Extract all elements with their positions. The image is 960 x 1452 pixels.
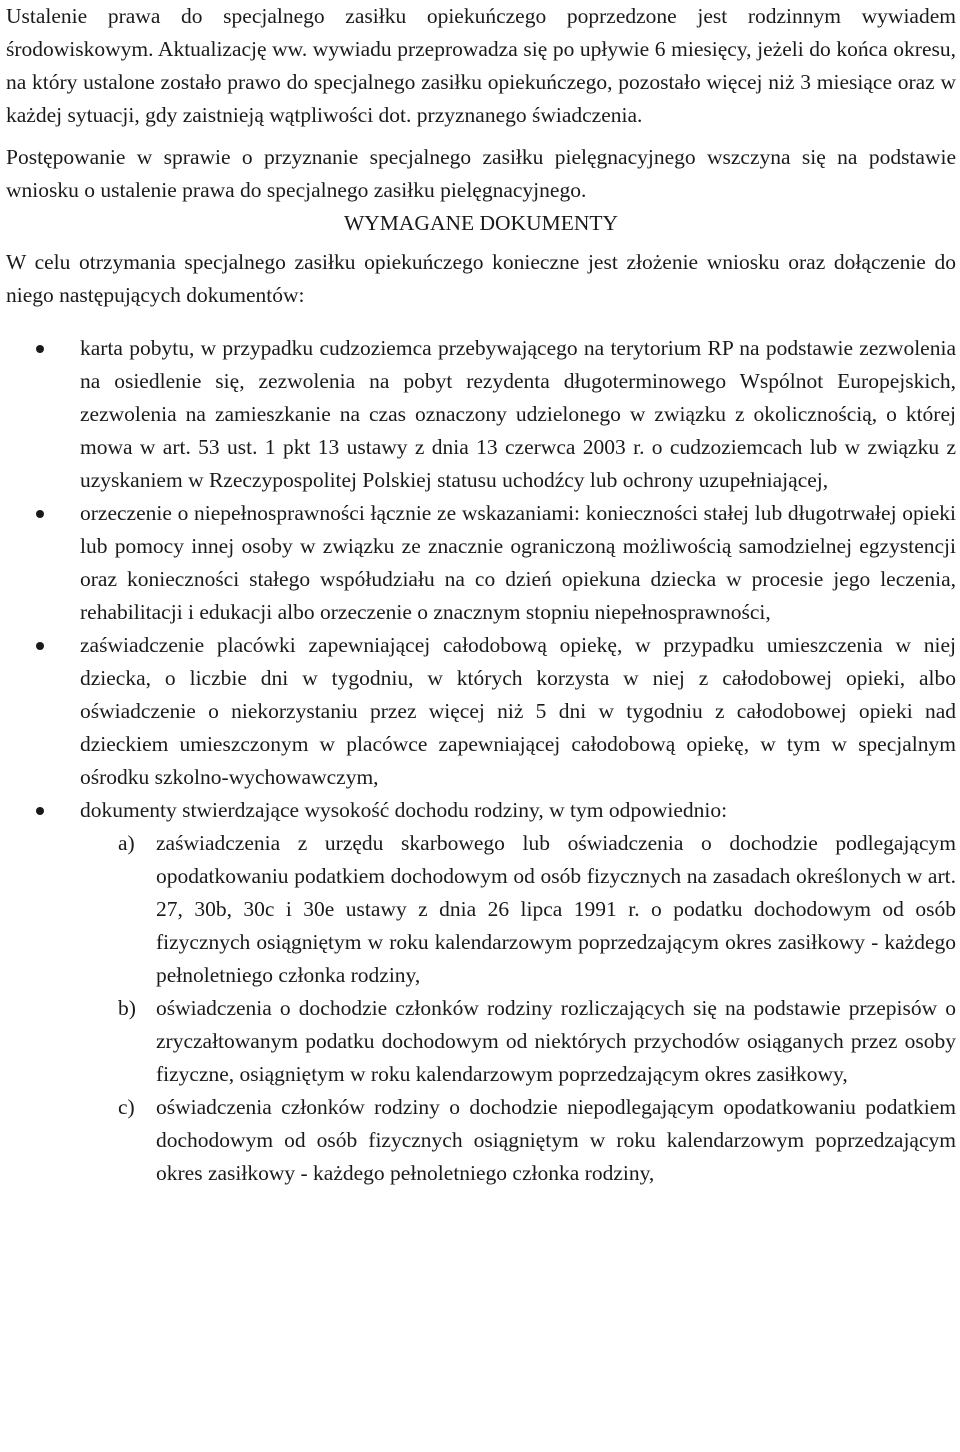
required-documents-list xyxy=(6,332,956,1190)
sublist-item-text: zaświadczenia z urzędu skarbowego lub oświadczenia o dochodzie podlegającym opodatkowaniu podatkiem dochodowym od osób fizycznych na zasadach określonych w art. 27, 30b, 30c i 30e ustawy z dnia 26 lipca 1991 r. o podatku dochodowym od osób fizycznych osiągniętym w roku kalendarzowym poprzedzającym okres zasiłkowy - każdego pełnoletniego członka rodziny, xyxy=(156,831,956,987)
intro-paragraph-interview: Ustalenie prawa do specjalnego zasiłku opiekuńczego poprzedzone jest rodzinnym wywiadem środowiskowym. Aktualizację ww. wywiadu przeprowadza się po upływie 6 miesięcy, jeżeli do końca okresu, na który ustalone zostało prawo do specjalnego zasiłku opiekuńczego, pozostało więcej niż 3 miesiące oraz w każdej sytuacji, gdy zaistnieją wątpliwości dot. przyznanego świadczenia. xyxy=(6,4,956,127)
list-item-text: orzeczenie o niepełnosprawności łącznie ze wskazaniami: konieczności stałej lub długotrwałej opieki lub pomocy innej osoby w związku ze znacznie ograniczoną możliwością samodzielnej egzystencji oraz konieczności stałego współudziału na co dzień opiekuna dziecka w procesie jego leczenia, rehabilitacji i edukacji albo orzeczenie o znacznym stopniu niepełnosprawności, xyxy=(80,501,956,624)
bullet-icon xyxy=(36,807,44,815)
sublist-item xyxy=(80,992,956,1091)
documents-intro-paragraph: W celu otrzymania specjalnego zasiłku opiekuńczego konieczne jest złożenie wniosku oraz dołączenie do niego następujących dokumentów: xyxy=(6,250,956,307)
bullet-icon xyxy=(36,642,44,650)
section-heading-required-documents: WYMAGANE DOKUMENTY xyxy=(343,211,619,235)
intro-paragraph-procedure: Postępowanie w sprawie o przyznanie specjalnego zasiłku pielęgnacyjnego wszczyna się na podstawie wniosku o ustalenie prawa do specjalnego zasiłku pielęgnacyjnego. xyxy=(6,145,956,202)
list-item-text: zaświadczenie placówki zapewniającej całodobową opiekę, w przypadku umieszczenia w niej dziecka, o liczbie dni w tygodniu, w których korzysta w niej z całodobowej opieki, albo oświadczenie o niekorzystaniu przez więcej niż 5 dni w tygodniu z całodobowej opieki nad dzieckiem umieszczonym w placówce zapewniającej całodobową opiekę, w tym w specjalnym ośrodku szkolno-wychowawczym, xyxy=(80,633,956,789)
list-item xyxy=(6,332,956,497)
list-item xyxy=(6,497,956,629)
sublist-item xyxy=(80,1091,956,1190)
bullet-icon xyxy=(36,510,44,518)
sublist-item-text: oświadczenia o dochodzie członków rodziny rozliczających się na podstawie przepisów o zryczałtowanym podatku dochodowym od niektórych przychodów osiąganych przez osoby fizyczne, osiągniętym w roku kalendarzowym poprzedzającym okres zasiłkowy, xyxy=(156,996,956,1086)
list-item-text: dokumenty stwierdzające wysokość dochodu rodziny, w tym odpowiednio: xyxy=(80,798,728,822)
bullet-icon xyxy=(36,345,44,353)
sublist-item xyxy=(80,827,956,992)
list-item xyxy=(6,794,956,1190)
income-documents-sublist xyxy=(80,827,956,1190)
list-item xyxy=(6,629,956,794)
list-item-text: karta pobytu, w przypadku cudzoziemca przebywającego na terytorium RP na podstawie zezwolenia na osiedlenie się, zezwolenia na pobyt rezydenta długoterminowego Wspólnot Europejskich, zezwolenia na zamieszkanie na czas oznaczony udzielonego w związku z okolicznością, o której mowa w art. 53 ust. 1 pkt 13 ustawy z dnia 13 czerwca 2003 r. o cudzoziemcach lub w związku z uzyskaniem w Rzeczypospolitej Polskiej statusu uchodźcy lub ochrony uzupełniającej, xyxy=(80,336,956,492)
sublist-marker: c) xyxy=(118,1095,135,1119)
sublist-item-text: oświadczenia członków rodziny o dochodzie niepodlegającym opodatkowaniu podatkiem dochodowym od osób fizycznych osiągniętym w roku kalendarzowym poprzedzającym okres zasiłkowy - każdego pełnoletniego członka rodziny, xyxy=(156,1095,956,1185)
sublist-marker: b) xyxy=(118,996,136,1020)
sublist-marker: a) xyxy=(118,831,135,855)
